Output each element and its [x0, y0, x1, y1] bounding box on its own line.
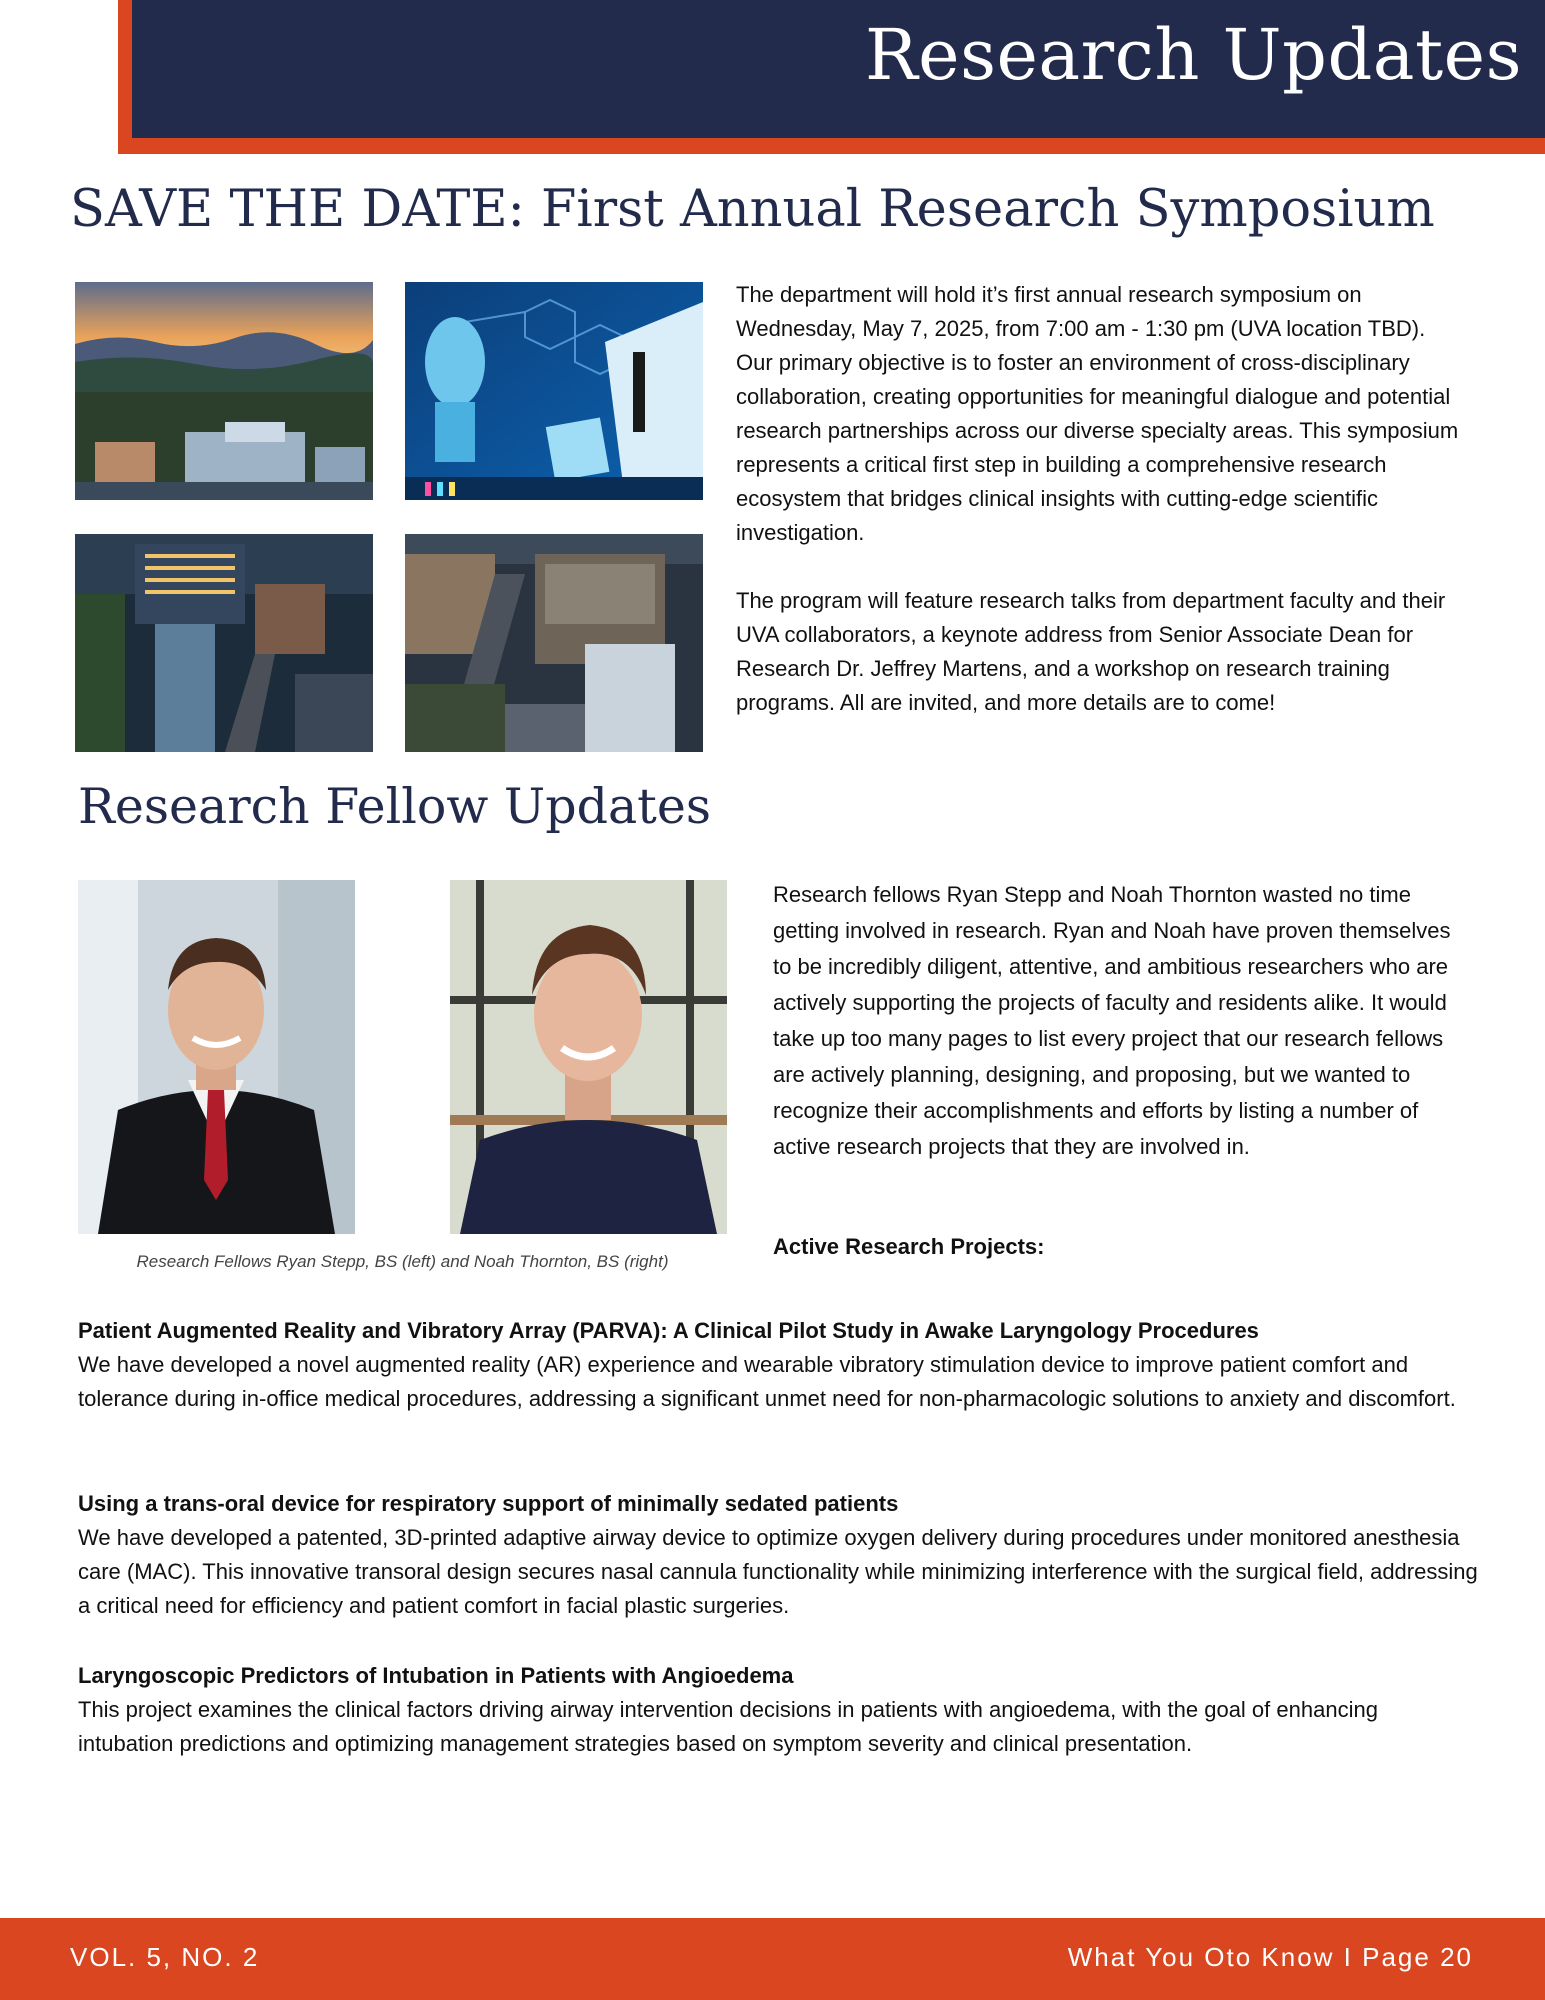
photo-ryan-stepp: [78, 880, 355, 1234]
project-title: Laryngoscopic Predictors of Intubation in Patients with Angioedema: [78, 1663, 794, 1688]
photo-campus-sunset: [75, 282, 373, 500]
photo-hospital-aerial-2: [405, 534, 703, 752]
fellow-updates-heading: Research Fellow Updates: [78, 778, 712, 835]
symposium-paragraph-2: The program will feature research talks from department faculty and their UVA collaborators, a keynote address from Senior Associate Dean for Research Dr. Jeffrey Martens, and a workshop on research training programs. All are invited, and more details are to come!: [736, 588, 1446, 715]
active-projects-label: Active Research Projects:: [773, 1234, 1045, 1259]
page-title: Research Updates: [864, 14, 1522, 96]
project-description: This project examines the clinical factors driving airway intervention decisions in patients with angioedema, with the goal of enhancing intubation predictions and optimizing management strategies based on symptom severity and clinical presentation.: [78, 1697, 1378, 1756]
project-item: [78, 1487, 1478, 1623]
project-item: [78, 1659, 1478, 1761]
footer-volume: VOL. 5, NO. 2: [70, 1942, 260, 1972]
project-item: [78, 1314, 1478, 1416]
project-description: We have developed a patented, 3D-printed adaptive airway device to optimize oxygen delivery during procedures under monitored anesthesia care (MAC). This innovative transoral design secures nasal cannula functionality while minimizing interference with the surgical field, addressing a critical need for efficiency and patient comfort in facial plastic surgeries.: [78, 1525, 1478, 1618]
photo-hospital-aerial-1: [75, 534, 373, 752]
project-title: Patient Augmented Reality and Vibratory Array (PARVA): A Clinical Pilot Study in Awake Laryngology Procedures: [78, 1318, 1259, 1343]
symposium-paragraph-1: The department will hold it’s first annual research symposium on Wednesday, May 7, 2025, from 7:00 am - 1:30 pm (UVA location TBD). Our primary objective is to foster an environment of cross-disciplinary collaboration, creating opportunities for meaningful dialogue and potential research partnerships across our diverse specialty areas. This symposium represents a critical first step in building a comprehensive research ecosystem that bridges clinical insights with cutting-edge scientific investigation.: [736, 282, 1459, 545]
photo-lab-research: [405, 282, 703, 500]
symposium-heading: SAVE THE DATE: First Annual Research Symposium: [70, 180, 1435, 239]
photo-noah-thornton: [450, 880, 727, 1234]
project-title: Using a trans-oral device for respiratory support of minimally sedated patients: [78, 1491, 899, 1516]
project-description: We have developed a novel augmented reality (AR) experience and wearable vibratory stimulation device to improve patient comfort and tolerance during in-office medical procedures, addressing a significant unmet need for non-pharmacologic solutions to anxiety and discomfort.: [78, 1352, 1456, 1411]
fellow-paragraph: Research fellows Ryan Stepp and Noah Thornton wasted no time getting involved in research. Ryan and Noah have proven themselves to be incredibly diligent, attentive, and ambitious researchers who are actively supporting the projects of faculty and residents alike. It would take up too many pages to list every project that our research fellows are actively planning, designing, and proposing, but we wanted to recognize their accomplishments and efforts by listing a number of active research projects that they are involved in.: [773, 882, 1451, 1159]
photo-caption: Research Fellows Ryan Stepp, BS (left) and Noah Thornton, BS (right): [136, 1252, 669, 1271]
footer-page-number: What You Oto Know I Page 20: [1067, 1942, 1473, 1972]
